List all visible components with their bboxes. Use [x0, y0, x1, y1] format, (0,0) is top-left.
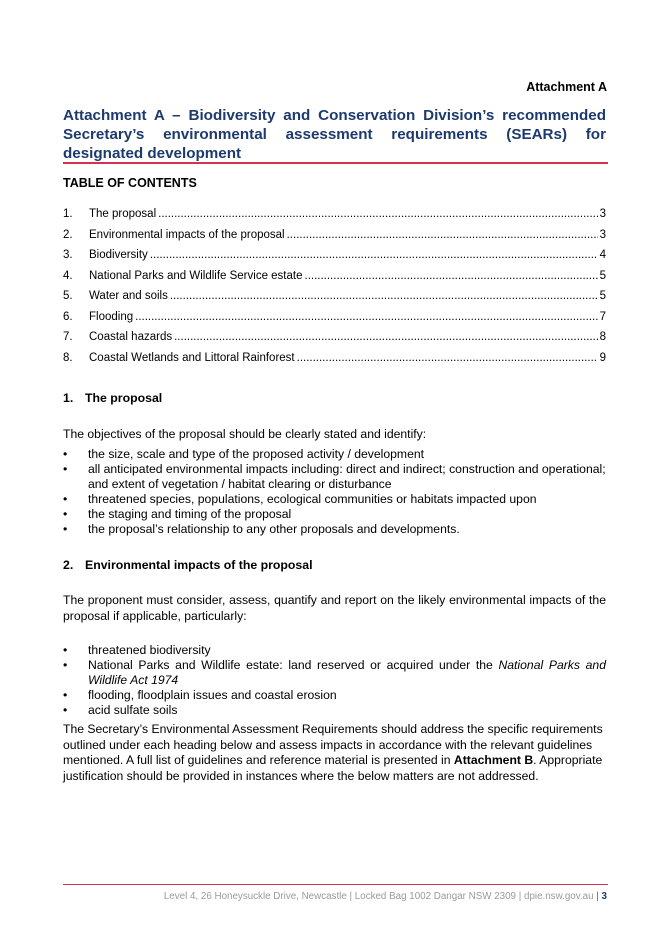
bullet-list: [63, 643, 606, 718]
toc-entry-page: 8: [599, 331, 606, 343]
footer-separator: |: [596, 891, 599, 902]
list-item: • the staging and timing of the proposal: [63, 507, 292, 521]
section-heading-proposal: [63, 391, 162, 405]
toc-leader-dots: [135, 311, 597, 323]
toc-entry-number: 1.: [63, 208, 73, 220]
section-intro: The objectives of the proposal should be clearly stated and identify:: [63, 427, 427, 441]
bullet-icon: •: [63, 703, 68, 717]
list-item: • flooding, floodplain issues and coastal erosion: [63, 688, 337, 702]
bullet-icon: •: [63, 643, 68, 657]
bullet-icon: •: [63, 507, 68, 521]
toc-entry-page: 5: [599, 269, 606, 282]
table-of-contents: [63, 208, 606, 372]
bullet-icon: •: [63, 658, 68, 672]
toc-leader-dots: [287, 229, 598, 241]
toc-entry[interactable]: [63, 311, 606, 332]
footer-divider: [63, 884, 608, 885]
toc-entry-number: 2.: [63, 228, 73, 241]
section-number: 2.: [63, 558, 74, 572]
toc-entry-number: 3.: [63, 249, 73, 261]
act-name: National Parks and Wildlife Act 1974: [88, 658, 606, 687]
bullet-icon: •: [63, 688, 68, 702]
toc-leader-dots: [158, 208, 597, 220]
toc-entry-page: 5: [599, 290, 606, 302]
toc-entry-page: 7: [599, 310, 606, 323]
list-item: • the size, scale and type of the proposed activity / development: [63, 447, 425, 461]
section-intro: The proponent must consider, assess, quantify and report on the likely environmental impacts of the proposal if applicable, particularly:: [63, 593, 606, 623]
toc-entry-number: 4.: [63, 269, 73, 282]
toc-entry-number: 5.: [63, 290, 73, 302]
section-heading-environmental-impacts: [63, 558, 313, 572]
toc-leader-dots: [170, 290, 598, 302]
bullet-icon: •: [63, 492, 68, 506]
toc-leader-dots: [305, 270, 598, 282]
toc-entry[interactable]: [63, 290, 606, 311]
page-footer: [164, 891, 607, 902]
toc-entry-title: The proposal: [89, 208, 157, 220]
toc-leader-dots: [150, 249, 598, 261]
list-item: • National Parks and Wildlife estate: land reserved or acquired under the National Parks and Wildlife Act 1974: [63, 658, 606, 687]
list-item: • threatened species, populations, ecological communities or habitats impacted upon: [63, 492, 537, 506]
bullet-icon: •: [63, 447, 68, 461]
document-title: Attachment A – Biodiversity and Conservation Division’s recommended Secretary’s environmental assessment requirements (SEARs) for designated development: [63, 107, 606, 162]
toc-entry-number: 8.: [63, 351, 73, 364]
section-title: The proposal: [85, 391, 163, 405]
toc-entry-title: Flooding: [89, 310, 134, 323]
toc-entry-title: Coastal Wetlands and Littoral Rainforest: [89, 351, 295, 364]
list-item: • all anticipated environmental impacts including: direct and indirect; construction and operational; and extent of vegetation / habitat clearing or disturbance: [63, 462, 606, 491]
toc-entry[interactable]: [63, 270, 606, 291]
toc-leader-dots: [297, 352, 598, 364]
toc-entry-page: 3: [599, 208, 606, 220]
footer-address: Level 4, 26 Honeysuckle Drive, Newcastle | Locked Bag 1002 Dangar NSW 2309 | dpie.nsw.gov.au: [163, 891, 594, 902]
section-title: Environmental impacts of the proposal: [85, 558, 313, 572]
bullet-icon: •: [63, 462, 68, 476]
toc-entry-title: Water and soils: [89, 290, 168, 302]
toc-entry[interactable]: [63, 249, 606, 270]
title-divider: [63, 162, 608, 164]
page-number: 3: [601, 891, 607, 902]
toc-entry[interactable]: [63, 208, 606, 229]
toc-entry-page: 4: [599, 249, 606, 261]
toc-entry-number: 7.: [63, 331, 73, 343]
toc-entry[interactable]: [63, 331, 606, 352]
toc-entry-page: 9: [599, 351, 606, 364]
toc-entry[interactable]: [63, 352, 606, 373]
toc-entry-title: Biodiversity: [89, 249, 148, 261]
attachment-reference: Attachment B: [453, 753, 534, 767]
list-item: • acid sulfate soils: [63, 703, 178, 717]
toc-entry[interactable]: [63, 229, 606, 250]
bullet-icon: •: [63, 522, 68, 536]
toc-leader-dots: [174, 331, 597, 343]
toc-heading: TABLE OF CONTENTS: [63, 176, 197, 190]
list-item: • threatened biodiversity: [63, 643, 211, 657]
attachment-label: Attachment A: [526, 80, 607, 94]
toc-entry-number: 6.: [63, 310, 73, 323]
toc-entry-title: Coastal hazards: [89, 331, 173, 343]
toc-entry-title: National Parks and Wildlife Service estate: [89, 269, 303, 282]
section-number: 1.: [63, 391, 74, 405]
list-item: • the proposal’s relationship to any other proposals and developments.: [63, 522, 460, 536]
toc-entry-page: 3: [599, 228, 606, 241]
bullet-list: [63, 447, 606, 537]
toc-entry-title: Environmental impacts of the proposal: [89, 228, 285, 241]
section-closing-paragraph: The Secretary’s Environmental Assessment Requirements should address the specific requirements outlined under each heading below and assess impacts in accordance with the relevant guidelines mentioned. A full list of guidelines and reference material is presented in Attachment B. Appropriate justification should be provided in instances where the below matters are not addressed.: [63, 722, 603, 783]
